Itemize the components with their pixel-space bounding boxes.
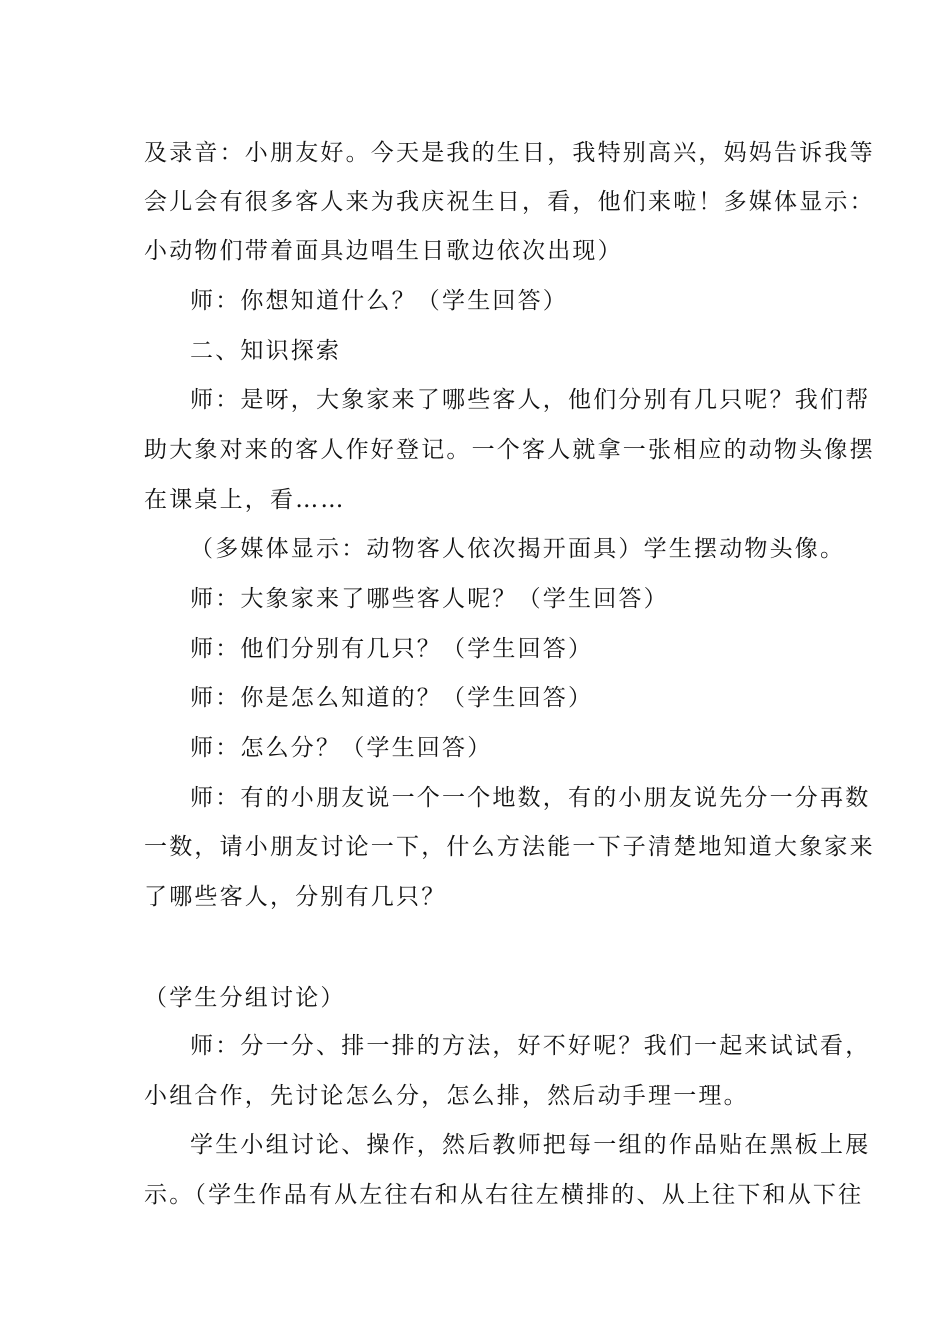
body-text-line: 及录音：小朋友好。今天是我的生日，我特别高兴，妈妈告诉我等 [144,140,875,166]
body-text-line: 会儿会有很多客人来为我庆祝生日，看，他们来啦！多媒体显示： [144,189,875,215]
body-text-line: 在课桌上，看…… [144,487,346,513]
body-text-line: 一数，请小朋友讨论一下，什么方法能一下子清楚地知道大象家来 [144,834,875,860]
section-heading: 二、知识探索 [190,338,342,364]
body-text-line: （多媒体显示：动物客人依次揭开面具）学生摆动物头像。 [190,536,846,562]
body-text-line: 学生小组讨论、操作，然后教师把每一组的作品贴在黑板上展 [190,1132,871,1158]
dialogue-line: 师：你是怎么知道的？（学生回答） [190,685,594,711]
dialogue-line: 师：是呀，大象家来了哪些客人，他们分别有几只呢？我们帮 [190,387,871,413]
dialogue-line: 师：你想知道什么？（学生回答） [190,288,568,314]
dialogue-line: 师：他们分别有几只？（学生回答） [190,636,594,662]
dialogue-line: 师：大象家来了哪些客人呢？（学生回答） [190,586,669,612]
dialogue-line: 师：有的小朋友说一个一个地数，有的小朋友说先分一分再数 [190,785,871,811]
body-text-line: 小组合作，先讨论怎么分，怎么排，然后动手理一理。 [144,1083,749,1109]
body-text-line: 示。（学生作品有从左往右和从右往左横排的、从上往下和从下往 [144,1182,864,1208]
dialogue-line: 师：怎么分？（学生回答） [190,735,493,761]
body-text-line: 助大象对来的客人作好登记。一个客人就拿一张相应的动物头像摆 [144,437,875,463]
dialogue-line: 师：分一分、排一排的方法，好不好呢？我们一起来试试看， [190,1033,871,1059]
body-text-line: 了哪些客人，分别有几只？ [144,884,447,910]
body-text-line: 小动物们带着面具边唱生日歌边依次出现） [144,238,623,264]
body-text-line: （学生分组讨论） [144,985,346,1011]
